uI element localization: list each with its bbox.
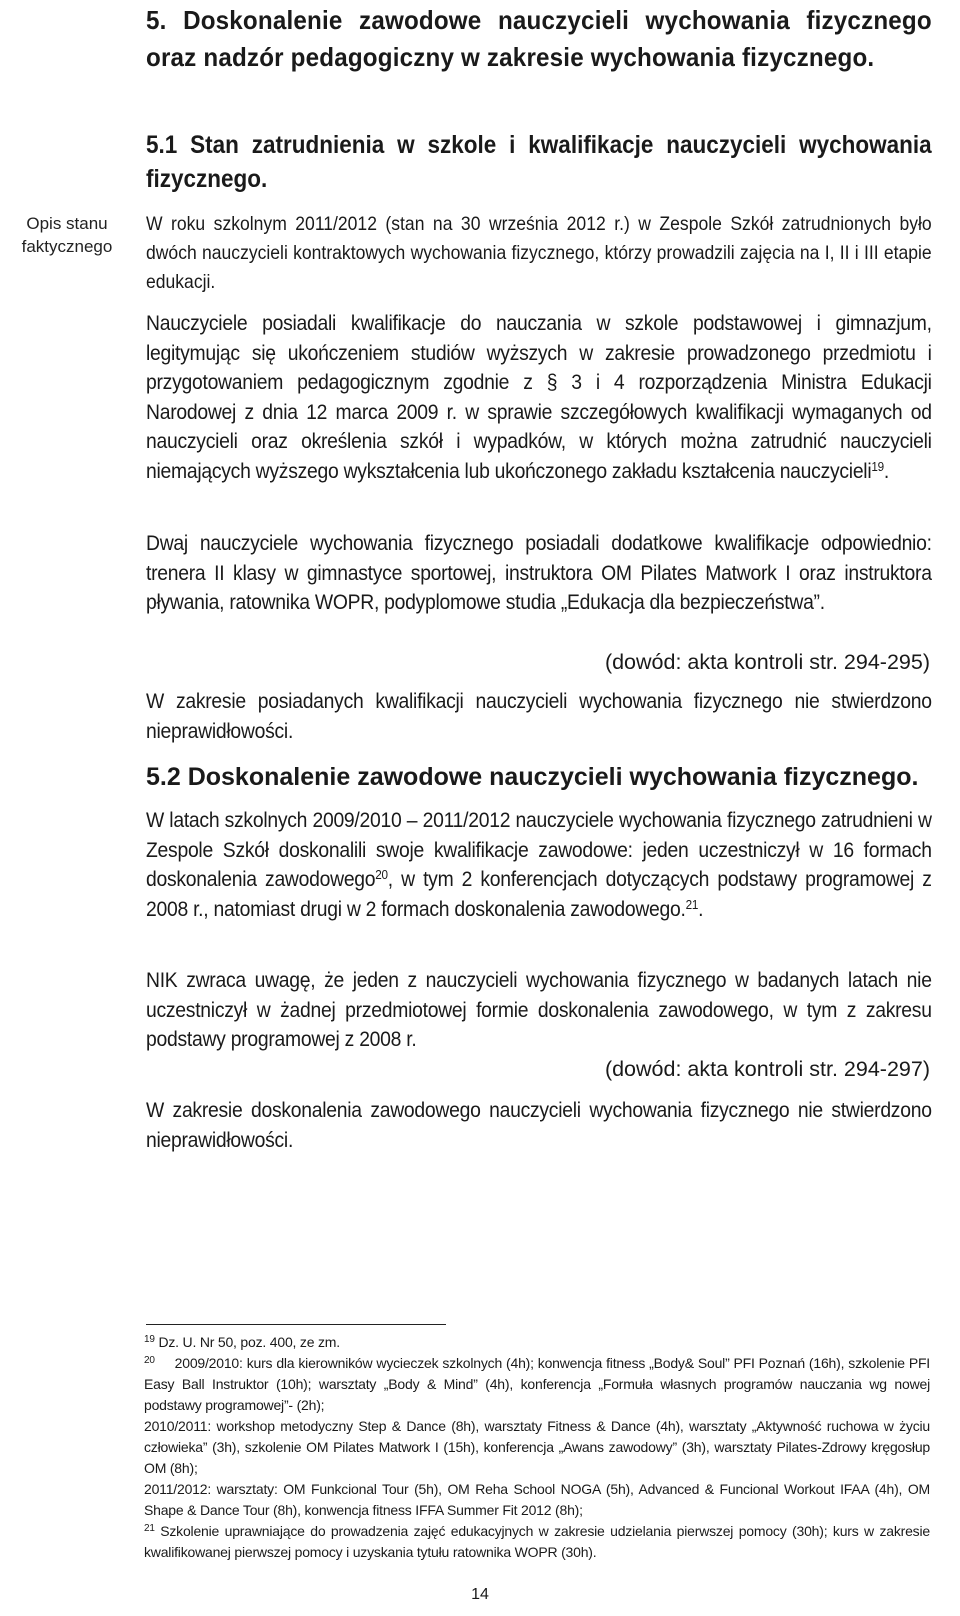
section-heading-5-1: 5.1 Stan zatrudnienia w szkole i kwalifikacje nauczycieli wychowania fizycznego. xyxy=(146,131,932,193)
section-heading-5: 5. Doskonalenie zawodowe nauczycieli wychowania fizycznego oraz nadzór pedagogiczny w zakresie wychowania fizycznego. xyxy=(146,5,932,72)
footnote-20-part-2: 2010/2011: workshop metodyczny Step & Dance (8h), warsztaty Fitness & Dance (4h), warsztaty „Aktywność ruchowa w życiu człowieka” (3h), szkolenie OM Pilates Matwork I (15h), konferencja „Awans zawodowy” (3h), warsztaty Pilates-Zdrowy kręgosłup OM (8h); xyxy=(144,1418,930,1476)
evidence-note-1: (dowód: akta kontroli str. 294-295) xyxy=(604,650,930,674)
paragraph-additional-qualifications: Dwaj nauczyciele wychowania fizycznego posiadali dodatkowe kwalifikacje odpowiednio: trenera II klasy w gimnastyce sportowej, instruktora OM Pilates Matwork I oraz instruktora pływania, ratownika WOPR, podyplomowe studia „Edukacja dla bezpieczeństwa”. xyxy=(146,531,932,615)
footnote-19: $^{19}$ Dz. U. Nr 50, poz. 400, ze zm. xyxy=(144,1334,340,1350)
side-note: Opis stanu faktycznego xyxy=(21,214,113,256)
footnote-ref-20: 20 xyxy=(375,867,388,883)
footnote-separator xyxy=(146,1324,446,1325)
paragraph-staffing: W roku szkolnym 2011/2012 (stan na 30 września 2012 r.) w Zespole Szkół zatrudnionych było dwóch nauczycieli kontraktowych wychowania fizycznego, którzy prowadzili zajęcia na I, II i III etapie edukacji. xyxy=(146,213,932,293)
footnote-ref-19: 19 xyxy=(871,458,884,474)
page-number: 14 xyxy=(471,1586,489,1603)
footnote-21: $^{21}$ Szkolenie uprawniające do prowadzenia zajęć edukacyjnych w zakresie udzielania pierwszej pomocy (30h); kurs w zakresie kwalifikowanej pierwszej pomocy i uzyskania tytułu ratownika WOPR (30h). xyxy=(144,1523,930,1560)
paragraph-qualifications: Nauczyciele posiadali kwalifikacje do nauczania w szkole podstawowej i gimnazjum, legitymując się ukończeniem studiów wyższych w zakresie prowadzonego przedmiotu i przygotowaniem pedagogicznym zgodnie z § 3 i 4 rozporządzenia Ministra Edukacji Narodowej z dnia 12 marca 2009 r. w sprawie szczegółowych kwalifikacji wymaganych od nauczycieli oraz określenia szkół i wypadków, w których można zatrudnić nauczycieli niemających wyższego wykształcenia lub ukończonego zakładu kształcenia nauczycieli$^{19}$. xyxy=(146,311,932,483)
paragraph-conclusion-qualifications: W zakresie posiadanych kwalifikacji nauczycieli wychowania fizycznego nie stwierdzono nieprawidłowości. xyxy=(146,689,932,743)
footnote-20: $^{20}$ 2009/2010: kurs dla kierowników wycieczek szkolnych (4h); konwencja fitness „Body& Soul” PFI Poznań (16h), szkolenie PFI Easy Ball Instruktor (10h); warsztaty „Body & Mind” (4h), konferencja „Formuła własnych programów nauczania wg nowej podstawy programowej”- (2h); 2010/2011: workshop metodyczny Step & Dance (8h), warsztaty Fitness & Dance (4h), warsztaty „Aktywność ruchowa w życiu człowieka” (3h), szkolenie OM Pilates Matwork I (15h), konferencja „Awans zawodowy” (3h), warsztaty Pilates-Zdrowy kręgosłup OM (8h); 2011/2012: warsztaty: OM Funkcional Tour (5h), OM Reha School NOGA (5h), Advanced & Funcional Workout IFAA (4h), OM Shape & Dance Tour (8h), konwencja fitness IFFA Summer Fit 2012 (8h); xyxy=(144,1353,930,1521)
footnote-20-part-3: 2011/2012: warsztaty: OM Funkcional Tour (5h), OM Reha School NOGA (5h), Advanced & Funcional Workout IFAA (4h), OM Shape & Dance Tour (8h), konwencja fitness IFFA Summer Fit 2012 (8h); xyxy=(144,1481,930,1518)
section-heading-5-2: 5.2 Doskonalenie zawodowe nauczycieli wychowania fizycznego. xyxy=(146,763,919,791)
evidence-note-2: (dowód: akta kontroli str. 294-297) xyxy=(604,1057,930,1081)
paragraph-professional-development: W latach szkolnych 2009/2010 – 2011/2012 nauczyciele wychowania fizycznego zatrudnieni w Zespole Szkół doskonalili swoje kwalifikacje zawodowe: jeden uczestniczył w 16 formach doskonalenia zawodowego$^{20}$, w tym 2 konferencjach dotyczących podstawy programowej z 2008 r., natomiast drugi w 2 formach doskonalenia zawodowego.$^{21}$. xyxy=(146,808,932,921)
paragraph-nik-remark: NIK zwraca uwagę, że jeden z nauczycieli wychowania fizycznego w badanych latach nie uczestniczył w żadnej przedmiotowej formie doskonalenia zawodowego, w tym z zakresu podstawy programowej z 2008 r. xyxy=(146,968,932,1052)
paragraph-conclusion-development: W zakresie doskonalenia zawodowego nauczycieli wychowania fizycznego nie stwierdzono nieprawidłowości. xyxy=(146,1098,932,1152)
footnote-ref-21: 21 xyxy=(685,896,699,912)
